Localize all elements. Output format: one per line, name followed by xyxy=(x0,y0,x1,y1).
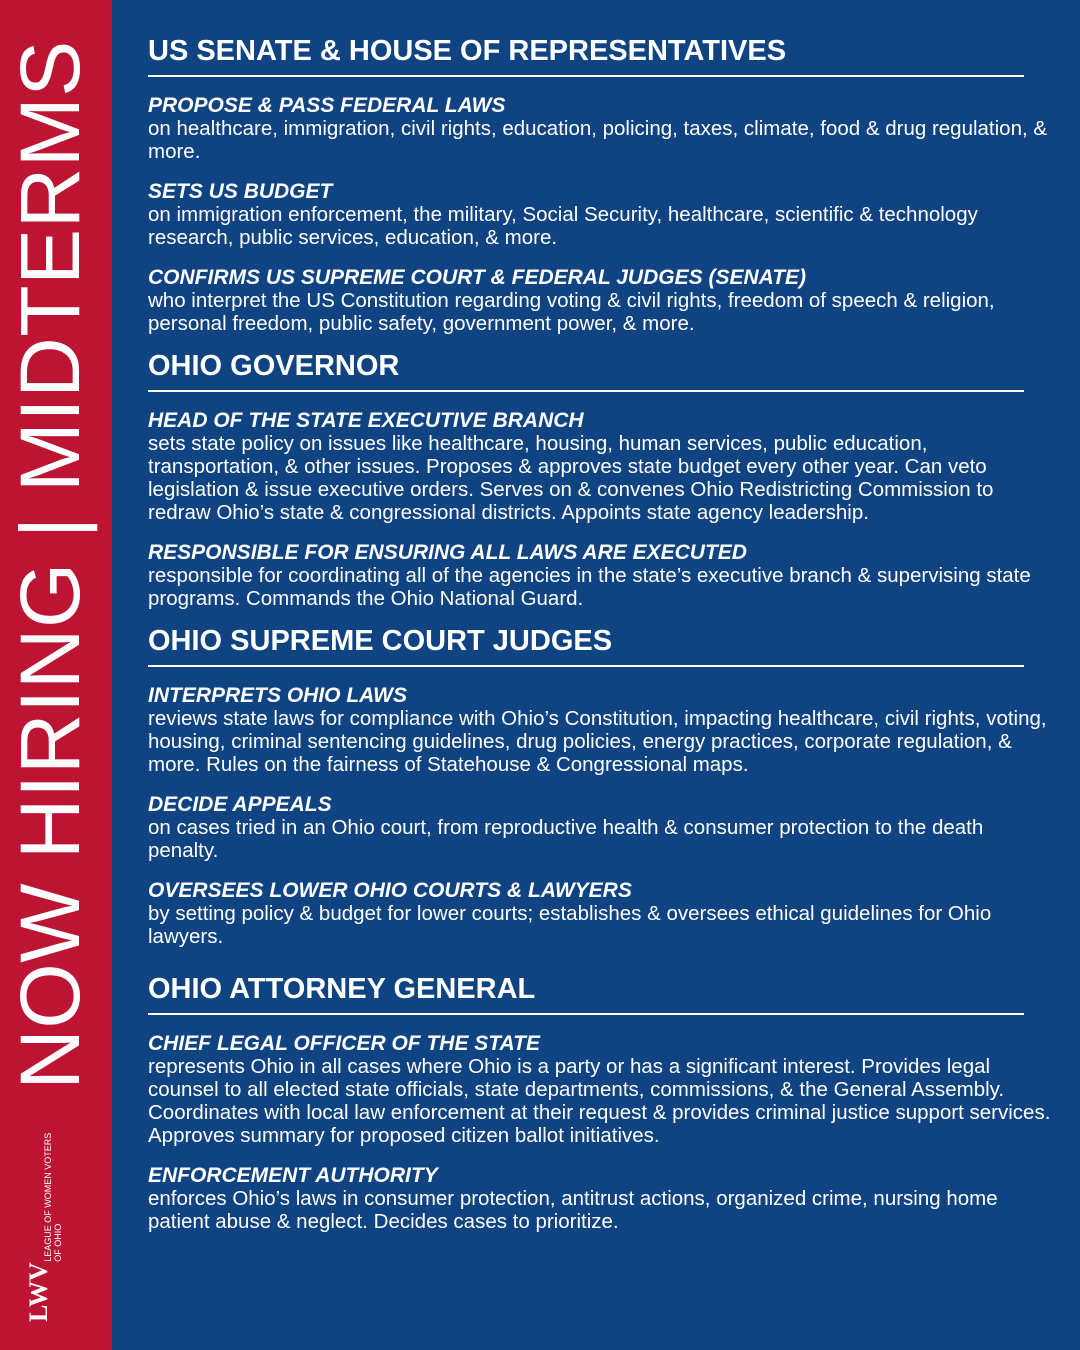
role-item xyxy=(148,409,1058,524)
role-description: on immigration enforcement, the military, Social Security, healthcare, scientific & technology research, public services, education, & more. xyxy=(148,203,978,249)
logo-text xyxy=(44,1133,64,1262)
section-ohio-supreme-court xyxy=(148,624,1058,948)
section-ohio-attorney-general xyxy=(148,972,1058,1233)
role-description: represents Ohio in all cases where Ohio is a party or has a significant interest. Provides legal counsel to all elected state officials, state departments, commissions, & the General Assembly. Coordinates with local law enforcement at their request & provides criminal justice support services. Approves summary for proposed citizen ballot initiatives. xyxy=(148,1055,1051,1147)
role-item xyxy=(148,1164,1058,1233)
section-header: US SENATE & HOUSE OF REPRESENTATIVES xyxy=(148,34,1024,77)
role-description: reviews state laws for compliance with Ohio’s Constitution, impacting healthcare, civil rights, voting, housing, criminal sentencing guidelines, drug policies, energy practices, corporate regulation, & more. Rules on the fairness of Statehouse & Congressional maps. xyxy=(148,707,1047,776)
lwv-logo xyxy=(24,1132,66,1322)
role-item xyxy=(148,94,1058,163)
role-description: on cases tried in an Ohio court, from reproductive health & consumer protection to the death penalty. xyxy=(148,816,984,862)
role-heading: SETS US BUDGET xyxy=(148,180,333,203)
role-heading: CHIEF LEGAL OFFICER OF THE STATE xyxy=(148,1032,540,1055)
role-heading: HEAD OF THE STATE EXECUTIVE BRANCH xyxy=(148,409,584,432)
role-item xyxy=(148,1032,1058,1147)
sidebar-title: NOW HIRING | MIDTERMS xyxy=(3,40,97,1090)
logo-line2: OF OHIO xyxy=(53,1224,64,1262)
section-header: OHIO SUPREME COURT JUDGES xyxy=(148,624,1024,667)
role-description: sets state policy on issues like healthcare, housing, human services, public education, transportation, & other issues. Proposes & approves state budget every other year. Can veto legislation & issue executive orders. Serves on & convenes Ohio Redistricting Commission to redraw Ohio’s state & congressional districts. Appoints state agency leadership. xyxy=(148,432,994,524)
section-us-congress xyxy=(148,34,1058,335)
role-item xyxy=(148,684,1058,776)
logo-abbr: LWV xyxy=(24,1262,53,1322)
section-header: OHIO ATTORNEY GENERAL xyxy=(148,972,1024,1015)
role-description: who interpret the US Constitution regarding voting & civil rights, freedom of speech & religion, personal freedom, public safety, government power, & more. xyxy=(148,289,995,335)
role-description: responsible for coordinating all of the agencies in the state’s executive branch & supervising state programs. Commands the Ohio National Guard. xyxy=(148,564,1031,610)
main-content xyxy=(148,34,1058,1233)
role-item xyxy=(148,793,1058,862)
role-description: enforces Ohio’s laws in consumer protection, antitrust actions, organized crime, nursing home patient abuse & neglect. Decides cases to prioritize. xyxy=(148,1187,998,1233)
role-heading: ENFORCEMENT AUTHORITY xyxy=(148,1164,438,1187)
role-item xyxy=(148,180,1058,249)
section-ohio-governor xyxy=(148,349,1058,610)
role-item xyxy=(148,541,1058,610)
role-heading: CONFIRMS US SUPREME COURT & FEDERAL JUDGES (SENATE) xyxy=(148,266,807,289)
role-heading: PROPOSE & PASS FEDERAL LAWS xyxy=(148,94,506,117)
role-heading: RESPONSIBLE FOR ENSURING ALL LAWS ARE EXECUTED xyxy=(148,541,747,564)
role-item xyxy=(148,879,1058,948)
section-header: OHIO GOVERNOR xyxy=(148,349,1024,392)
role-heading: DECIDE APPEALS xyxy=(148,793,332,816)
role-heading: OVERSEES LOWER OHIO COURTS & LAWYERS xyxy=(148,879,632,902)
logo-line1: LEAGUE OF WOMEN VOTERS xyxy=(43,1132,54,1262)
role-description: on healthcare, immigration, civil rights, education, policing, taxes, climate, food & drug regulation, & more. xyxy=(148,117,1048,163)
role-heading: INTERPRETS OHIO LAWS xyxy=(148,684,408,707)
role-description: by setting policy & budget for lower courts; establishes & oversees ethical guidelines for Ohio lawyers. xyxy=(148,902,992,948)
role-item xyxy=(148,266,1058,335)
sidebar xyxy=(0,0,112,1350)
